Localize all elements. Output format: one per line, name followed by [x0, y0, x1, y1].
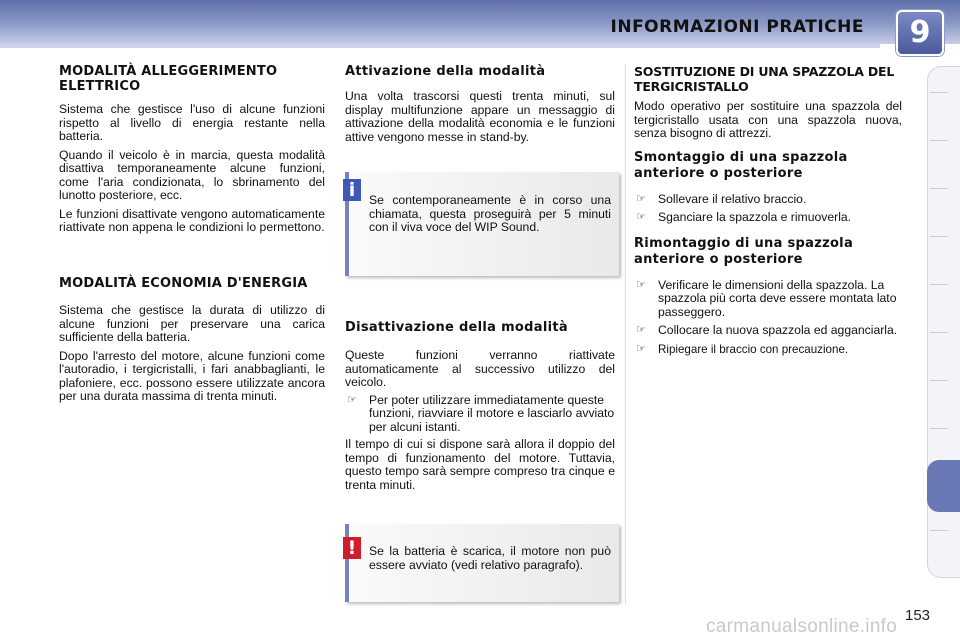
pointing-hand-icon: ☞ — [347, 393, 357, 406]
pointing-hand-icon: ☞ — [636, 324, 646, 336]
paragraph: Quando il veicolo è in marcia, questa modalità disattiva temporaneamente alcune funzioni, come l'aria condizionata, lo sbrinamento del lunotto posteriore, ecc. — [59, 147, 325, 202]
info-icon: i — [343, 179, 361, 201]
section-title-spazzola: SOSTITUZIONE DI UNA SPAZZOLA DEL TERGICRISTALLO — [634, 64, 895, 94]
paragraph: Una volta trascorsi questi trenta minuti, sul display multifunzione appare un messaggio di attivazione della modalità economia e le funzioni attive vengono messe in stand-by. — [345, 89, 615, 144]
column-middle — [345, 64, 615, 144]
rail-divider — [930, 140, 948, 141]
column-left-section-2 — [59, 276, 325, 404]
section-title-alleggerimento: MODALITÀ ALLEGGERIMENTO ELETTRICO — [59, 64, 278, 94]
paragraph: Modo operativo per sostituire una spazzola del tergicristallo usata con una spazzola nuova, senza bisogno di attrezzi. — [634, 99, 902, 140]
list-item-text: Sganciare la spazzola e rimuoverla. — [658, 210, 852, 224]
list-item — [634, 324, 902, 338]
pointing-hand-icon: ☞ — [636, 192, 646, 205]
warning-icon: ! — [343, 537, 361, 559]
paragraph: Sistema che gestisce la durata di utilizzo di alcune funzioni per preservare una carica sufficiente della batteria. — [59, 303, 325, 344]
warning-note — [345, 524, 619, 602]
subsection-title-rimontaggio: Rimontaggio di una spazzola anteriore o posteriore — [634, 235, 854, 267]
list-item-text: Verificare le dimensioni della spazzola. La spazzola più corta deve essere montata lato passeggero. — [658, 277, 897, 319]
pointing-hand-icon: ☞ — [636, 278, 646, 291]
list-item — [634, 343, 902, 357]
info-note-text: Se contemporaneamente è in corso una chiamata, questa proseguirà per 5 minuti con il viva voce del WIP Sound. — [369, 193, 611, 234]
subsection-title-attivazione: Attivazione della modalità — [345, 64, 546, 79]
watermark: carmanualsonline.info — [706, 616, 898, 637]
paragraph: Sistema che gestisce l'uso di alcune funzioni rispetto al livello di energia restante nella batteria. — [59, 102, 325, 143]
column-middle-section-2 — [345, 320, 615, 492]
list-item-text: Collocare la nuova spazzola ed agganciarla. — [658, 323, 898, 337]
list-item — [634, 193, 902, 207]
rail-divider — [930, 332, 948, 333]
rail-divider — [930, 428, 948, 429]
column-right — [634, 64, 902, 356]
page-title: INFORMAZIONI PRATICHE — [610, 17, 864, 37]
rail-divider — [930, 380, 948, 381]
list-item — [345, 394, 615, 435]
rail-divider — [930, 530, 948, 531]
rail-divider — [930, 188, 948, 189]
subsection-title-disattivazione: Disattivazione della modalità — [345, 320, 568, 335]
page-number: 153 — [905, 607, 931, 624]
info-note — [345, 172, 619, 276]
rail-divider — [930, 236, 948, 237]
column-left — [59, 64, 325, 235]
header-underline — [0, 44, 880, 48]
warning-note-text: Se la batteria è scarica, il motore non può essere avviato (vedi relativo paragrafo). — [369, 544, 611, 572]
list-item-text: Per poter utilizzare immediatamente queste funzioni, riavviare il motore e lasciarlo avviato per alcuni istanti. — [369, 392, 615, 434]
rail-divider — [930, 92, 948, 93]
section-title-economia: MODALITÀ ECONOMIA D'ENERGIA — [59, 276, 308, 291]
paragraph: Le funzioni disattivate vengono automaticamente riattivate non appena le condizioni lo permettono. — [59, 206, 325, 234]
subsection-title-smontaggio: Smontaggio di una spazzola anteriore o posteriore — [634, 149, 848, 181]
paragraph: Queste funzioni verranno riattivate automaticamente al successivo utilizzo del veicolo. — [345, 348, 615, 389]
paragraph: Dopo l'arresto del motore, alcune funzioni come l'autoradio, i tergicristalli, i fari anabbaglianti, le plafoniere, ecc. possono essere utilizzate ancora per una durata massima di trenta minuti. — [59, 348, 325, 403]
chapter-tab-active[interactable] — [927, 460, 960, 512]
pointing-hand-icon: ☞ — [636, 342, 646, 355]
chapter-badge: 9 — [896, 10, 944, 56]
rail-divider — [930, 284, 948, 285]
list-item-text: Sollevare il relativo braccio. — [658, 191, 807, 206]
list-item — [634, 279, 902, 320]
paragraph: Il tempo di cui si dispone sarà allora il doppio del tempo di funzionamento del motore. Tuttavia, questo tempo sarà sempre compreso tra cinque e trenta minuti. — [345, 437, 615, 492]
column-divider — [625, 64, 626, 604]
pointing-hand-icon: ☞ — [636, 211, 646, 223]
list-item — [634, 211, 902, 225]
list-item-text: Ripiegare il braccio con precauzione. — [658, 342, 849, 356]
